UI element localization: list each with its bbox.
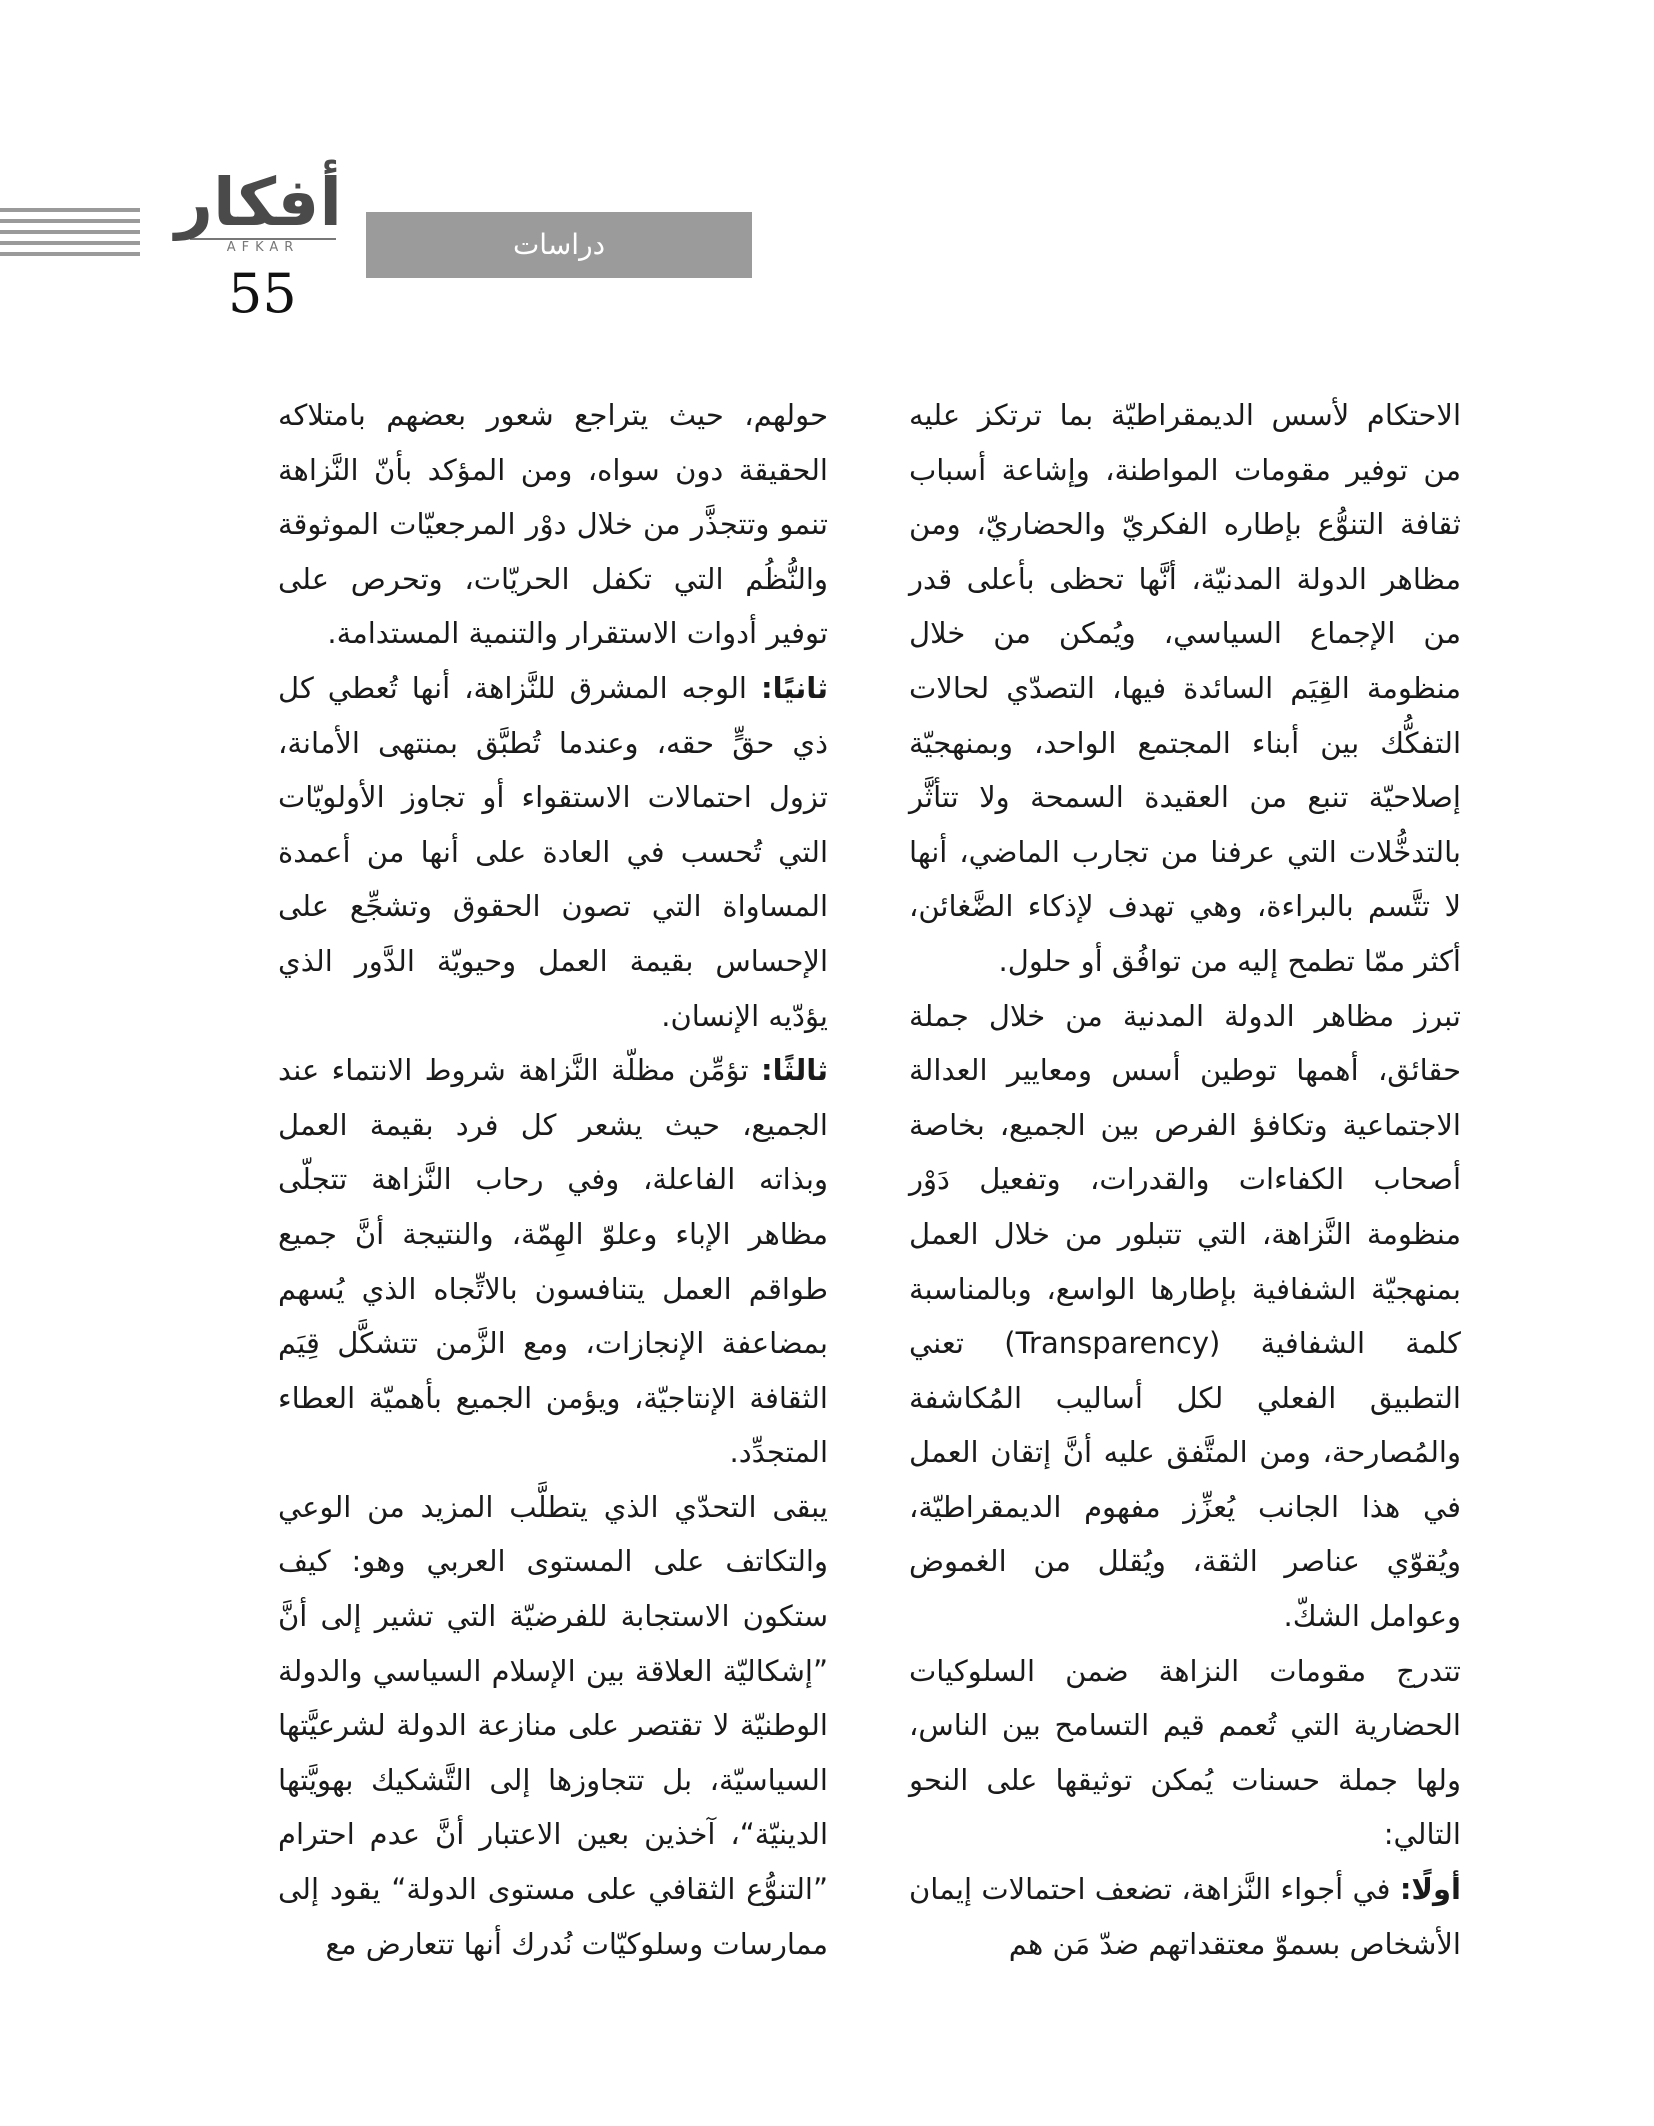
header-stripes — [0, 208, 140, 263]
paragraph-text: تؤمِّن مظلّة النَّزاهة شروط الانتماء عند الجميع، حيث يشعر كل فرد بقيمة العمل وبذاته الفاعلة، وفي رحاب النَّزاهة تتجلّى مظاهر الإباء وعلوّ الهِمّة، والنتيجة أنَّ جميع طواقم العمل يتنافسون بالاتِّجاه الذي يُسهم بمضاعفة الإنجازات، ومع الزَّمن تتشكَّل قِيَم الثقافة الإنتاجيّة، ويؤمن الجميع بأهميّة العطاء المتجدِّد. — [278, 1053, 828, 1470]
text-column-right — [909, 388, 1461, 1971]
paragraph: الاحتكام لأسس الديمقراطيّة بما ترتكز عليه من توفير مقومات المواطنة، وإشاعة أسباب ثقافة التنوُّع بإطاره الفكريّ والحضاريّ، ومن مظاهر الدولة المدنيّة، أنَّها تحظى بأعلى قدر من الإجماع السياسي، ويُمكن من خلال منظومة القِيَم السائدة فيها، التصدّي لحالات التفكُّك بين أبناء المجتمع الواحد، وبمنهجيّة إصلاحيّة تنبع من العقيدة السمحة ولا تتأثَّر بالتدخُّلات التي عرفنا من تجارب الماضي، أنها لا تتَّسم بالبراءة، وهي تهدف لإذكاء الضَّغائن، أكثر ممّا تطمح إليه من توافُق أو حلول. — [909, 398, 1461, 978]
paragraph — [909, 1862, 1461, 1971]
paragraph — [278, 1043, 828, 1480]
paragraph-text: الوجه المشرق للنَّزاهة، أنها تُعطي كل ذي حقٍّ حقه، وعندما تُطبَّق بمنتهى الأمانة، تزول احتمالات الاستقواء أو تجاوز الأولويّات التي تُحسب في العادة على أنها من أعمدة المساواة التي تصون الحقوق وتشجِّع على الإحساس بقيمة العمل وحيويّة الدَّور الذي يؤدّيه الإنسان. — [278, 670, 828, 1033]
logo-latin: AFKAR — [190, 238, 336, 256]
page-number: 55 — [228, 262, 297, 325]
paragraph: يبقى التحدّي الذي يتطلَّب المزيد من الوعي والتكاتف على المستوى العربي وهو: كيف ستكون الاستجابة للفرضيّة التي تشير إلى أنَّ ”إشكاليّة العلاقة بين الإسلام السياسي والدولة الوطنيّة لا تقتصر على منازعة الدولة لشرعيَّتها السياسيّة، بل تتجاوزها إلى التَّشكيك بهويَّتها الدينيّة“، آخذين بعين الاعتبار أنَّ عدم احترام ”التنوُّع الثقافي على مستوى الدولة“ يقود إلى ممارسات وسلوكيّات نُدرك أنها تتعارض مع — [278, 1489, 828, 1961]
paragraph: تبرز مظاهر الدولة المدنية من خلال جملة حقائق، أهمها توطين أسس ومعايير العدالة الاجتماعية وتكافؤ الفرص بين الجميع، بخاصة أصحاب الكفاءات والقدرات، وتفعيل دَوْر منظومة النَّزاهة، التي تتبلور من خلال العمل بمنهجيّة الشفافية بإطارها الواسع، وبالمناسبة كلمة الشفافية (Transparency) تعني التطبيق الفعلي لكل أساليب المُكاشفة والمُصارحة، ومن المتَّفق عليه أنَّ إتقان العمل في هذا الجانب يُعزِّز مفهوم الديمقراطيّة، ويُقوّي عناصر الثقة، ويُقلل من الغموض وعوامل الشكّ. — [909, 998, 1461, 1634]
paragraph: تتدرج مقومات النزاهة ضمن السلوكيات الحضارية التي تُعمم قيم التسامح بين الناس، ولها جملة حسنات يُمكن توثيقها على النحو التالي: — [909, 1653, 1461, 1852]
section-tab: دراسات — [366, 212, 752, 278]
text-column-left — [278, 388, 828, 1971]
paragraph: حولهم، حيث يتراجع شعور بعضهم بامتلاكه الحقيقة دون سواه، ومن المؤكد بأنّ النَّزاهة تنمو وتتجذَّر من خلال دوْر المرجعيّات الموثوقة والنُّظُم التي تكفل الحريّات، وتحرص على توفير أدوات الاستقرار والتنمية المستدامة. — [278, 398, 828, 651]
paragraph-label: أولًا: — [1399, 1872, 1461, 1907]
paragraph-text: في أجواء النَّزاهة، تضعف احتمالات إيمان الأشخاص بسموّ معتقداتهم ضدّ مَن هم — [909, 1872, 1461, 1961]
paragraph-label: ثانيًا: — [761, 670, 828, 705]
logo-arabic: أفكار — [175, 164, 342, 241]
magazine-logo — [175, 164, 342, 256]
paragraph-label: ثالثًا: — [761, 1053, 828, 1088]
paragraph — [278, 661, 828, 1043]
